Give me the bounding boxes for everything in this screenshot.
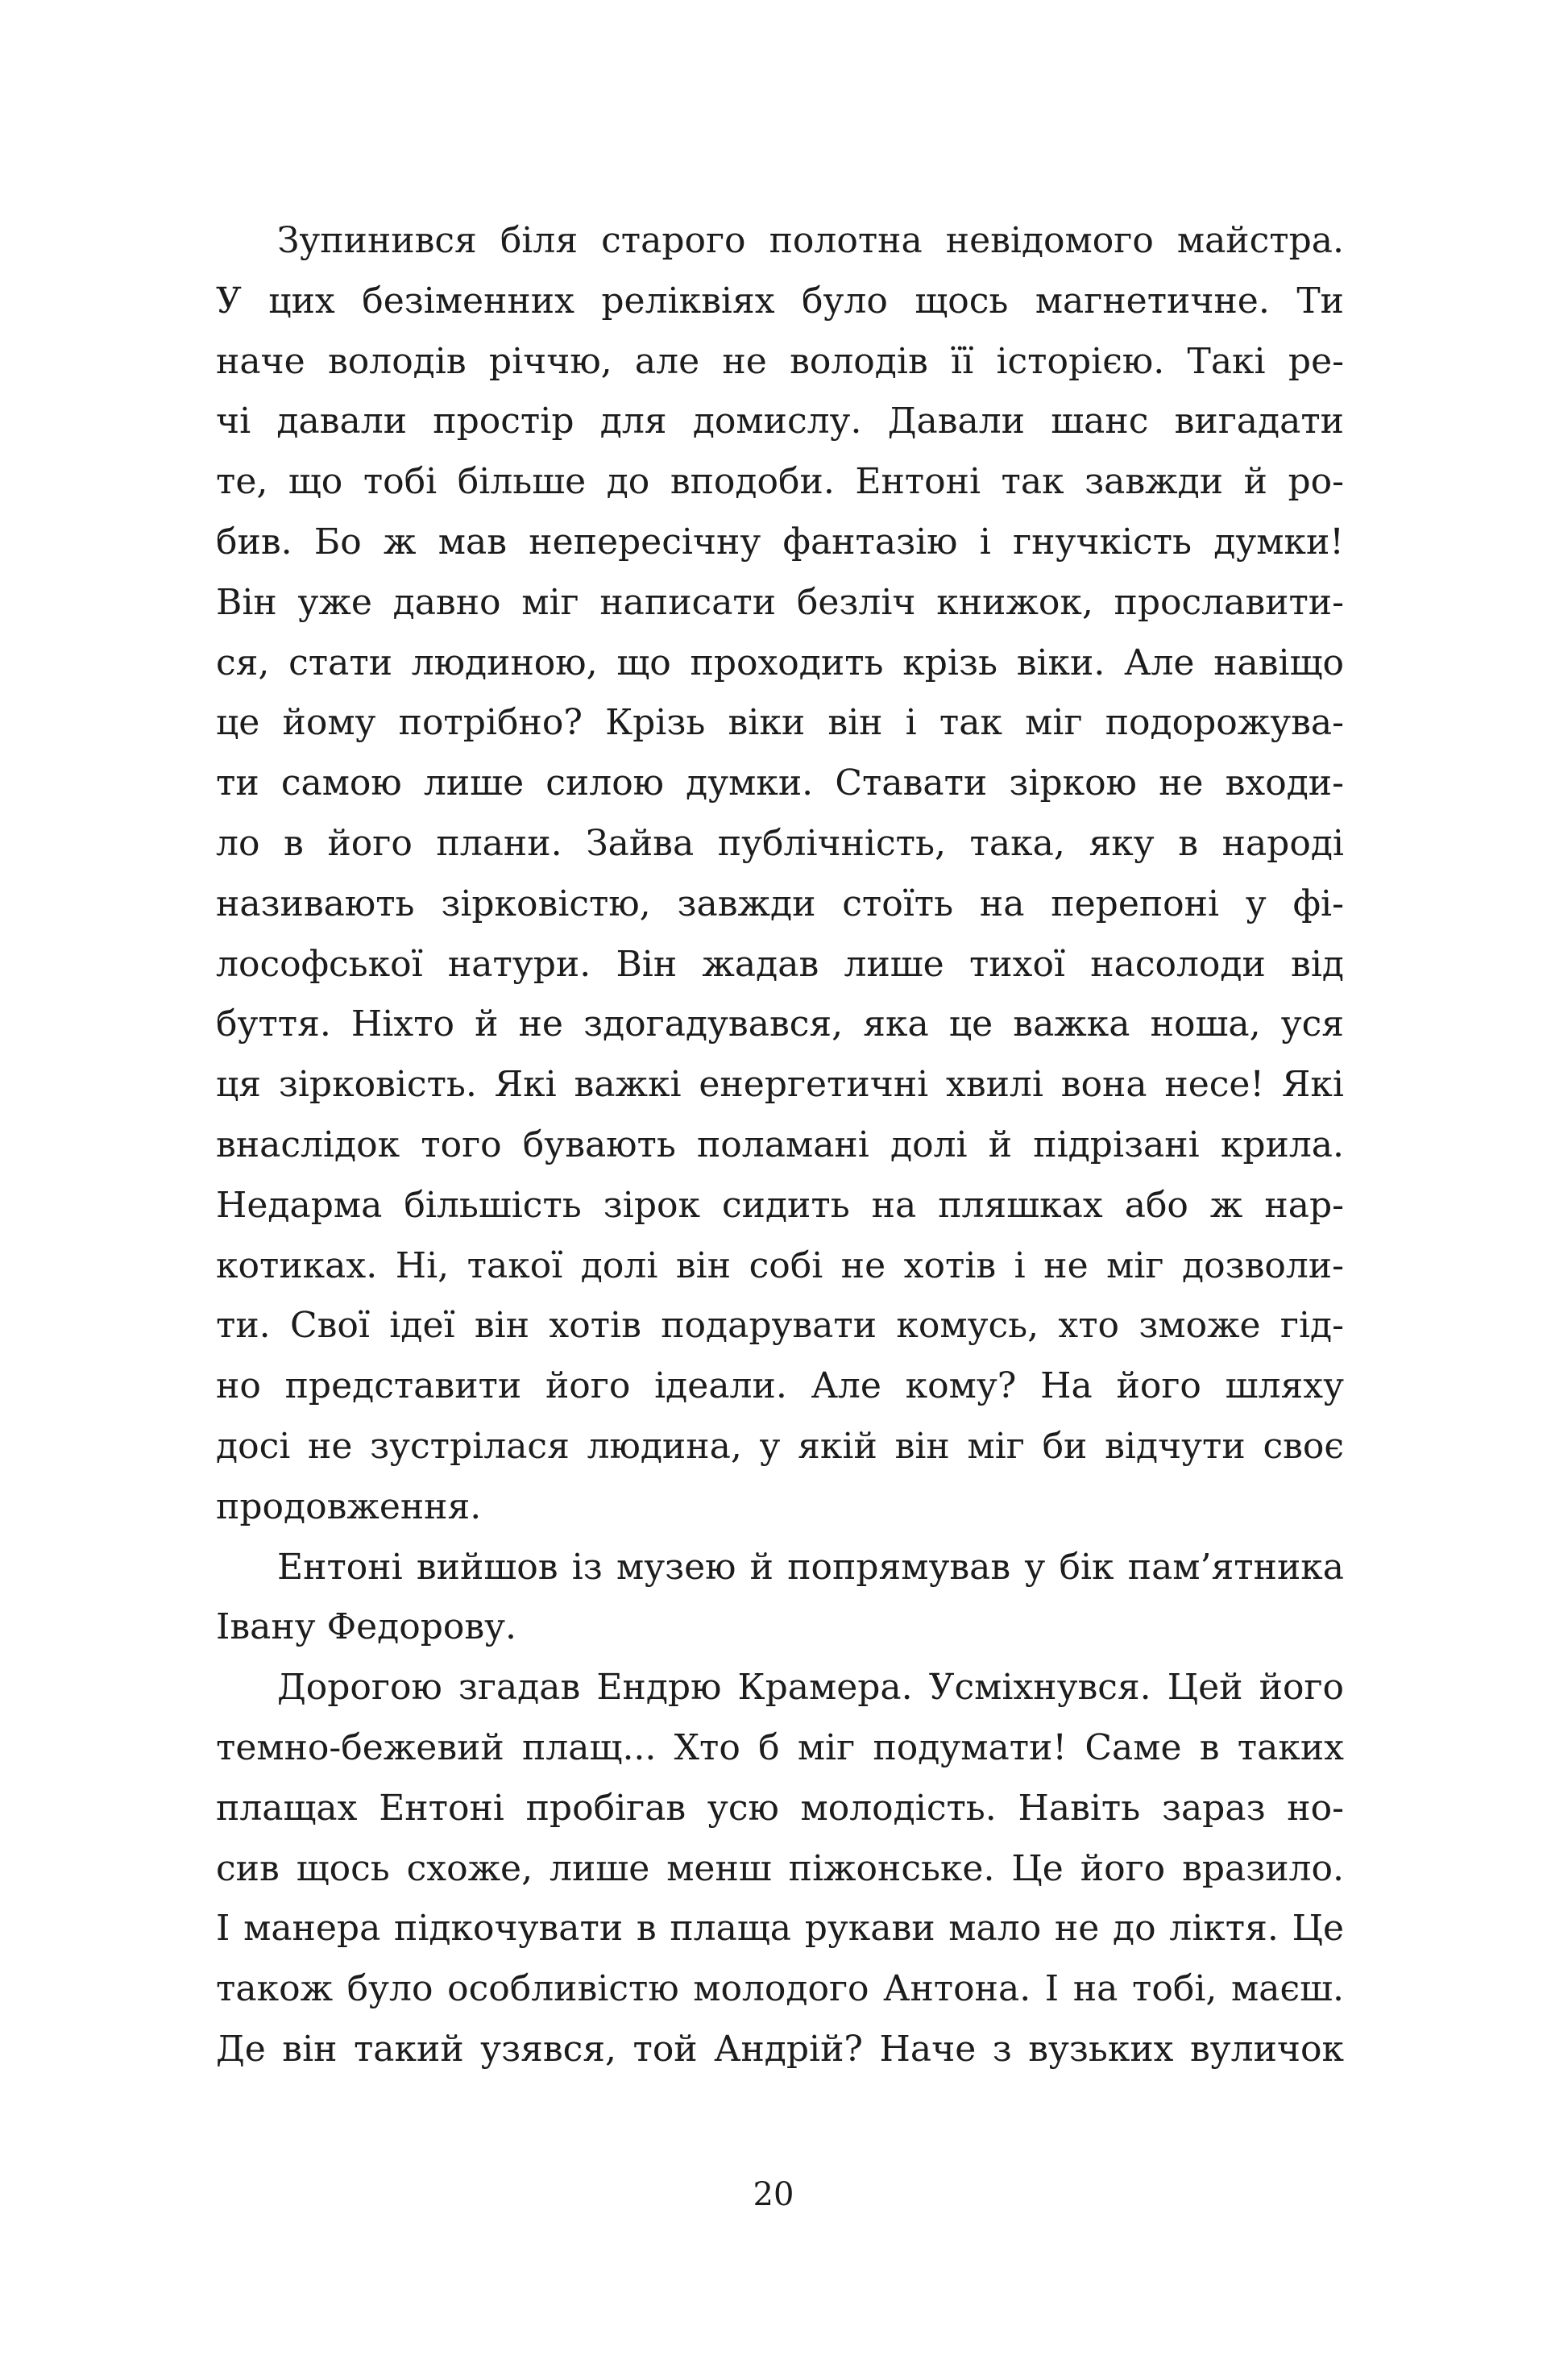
text-line: також було особливістю молодого Антона. І на тобі, маєш. [216,1968,1344,2010]
text-line: Ентоні вийшов із музею й попрямував у бік пам’ятника [277,1546,1344,1588]
text-line: ся, стати людиною, що проходить крізь віки. Але навіщо [216,642,1344,683]
paragraph-2 [216,1538,1344,1659]
text-line: темно-бежевий плащ... Хто б міг подумати! Саме в таких [216,1726,1344,1768]
text-line: ло в його плани. Зайва публічність, така, яку в народі [216,822,1344,864]
body-text [216,211,1344,2080]
text-line: лософської натури. Він жадав лише тихої насолоди від [216,943,1344,985]
text-line: Дорогою згадав Ендрю Крамера. Усміхнувся. Цей його [277,1667,1344,1709]
text-line: Недарма більшість зірок сидить на пляшках або ж нар- [216,1184,1344,1226]
text-line: но представити його ідеали. Але кому? На його шляху [216,1365,1344,1407]
text-line: ця зірковість. Які важкі енергетичні хвилі вона несе! Які [216,1064,1344,1106]
text-line: те, що тобі більше до вподоби. Ентоні так завжди й ро- [216,461,1344,503]
text-line: бив. Бо ж мав непересічну фантазію і гнучкість думки! [216,521,1344,563]
text-line: Де він такий узявся, той Андрій? Наче з вузьких вуличок [216,2028,1344,2070]
text-line: Зупинився біля старого полотна невідомого майстра. [277,220,1344,261]
text-line: буття. Ніхто й не здогадувався, яка це важка ноша, уся [216,1003,1344,1045]
paragraph-1 [216,211,1344,1538]
text-line: І манера підкочувати в плаща рукави мало не до ліктя. Це [216,1908,1344,1950]
text-line: продовження. [216,1485,482,1527]
text-line: Івану Федорову. [216,1606,517,1648]
text-line: називають зірковістю, завжди стоїть на перепоні у фі- [216,883,1344,924]
text-line: сив щось схоже, лише менш піжонське. Це його вразило. [216,1847,1344,1889]
text-line: Він уже давно міг написати безліч книжок, прославити- [216,581,1344,623]
text-line: чі давали простір для домислу. Давали шанс вигадати [216,401,1344,442]
text-line: ти. Свої ідеї він хотів подарувати комусь, хто зможе гід- [216,1305,1344,1347]
text-line: У цих безіменних реліквіях було щось магнетичне. Ти [216,280,1344,322]
text-line: наче володів річчю, але не володів її історією. Такі ре- [216,340,1344,382]
text-line: ти самою лише силою думки. Ставати зіркою не входи- [216,762,1344,804]
text-line: це йому потрібно? Крізь віки він і так міг подорожува- [216,702,1344,744]
page-number: 20 [753,2176,794,2213]
text-line: внаслідок того бувають поламані долі й підрізані крила. [216,1124,1344,1165]
text-line: плащах Ентоні пробігав усю молодість. Навіть зараз но- [216,1787,1344,1829]
text-line: котиках. Ні, такої долі він собі не хотів і не міг дозволи- [216,1244,1344,1286]
text-line: досі не зустрілася людина, у якій він міг би відчути своє [216,1425,1344,1467]
paragraph-3 [216,1658,1344,2080]
